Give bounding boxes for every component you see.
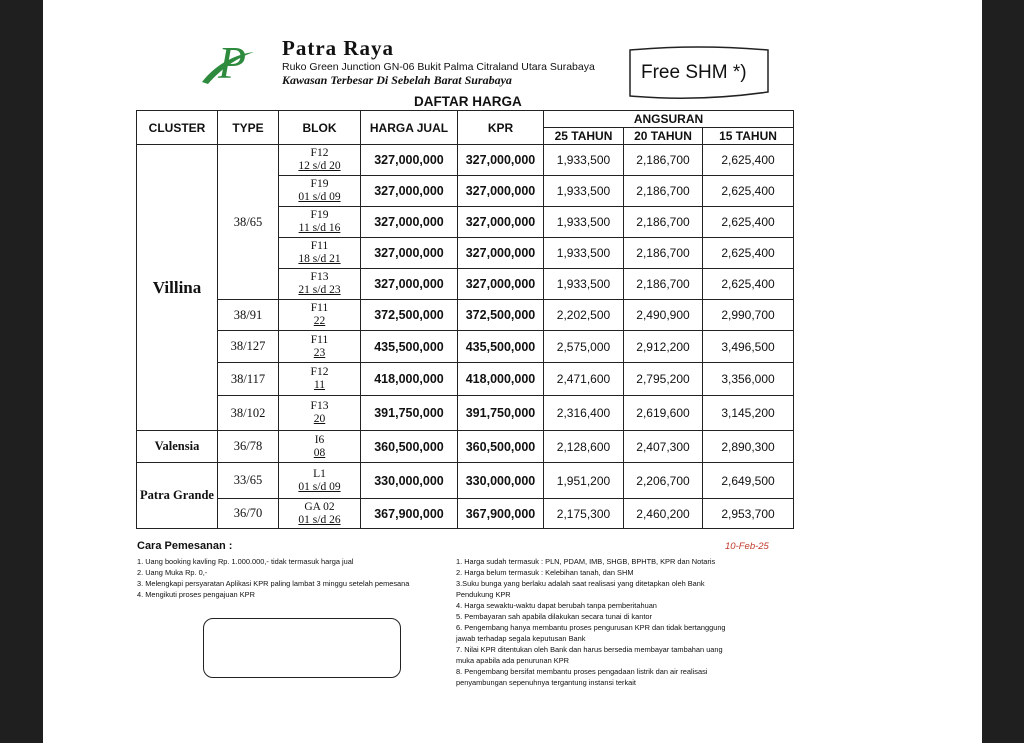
col-cluster: CLUSTER bbox=[137, 111, 218, 145]
angsuran-15-cell: 3,356,000 bbox=[703, 363, 794, 396]
list-item: 2. Uang Muka Rp. 0,- bbox=[137, 568, 208, 577]
angsuran-15-cell: 2,625,400 bbox=[703, 238, 794, 269]
empty-stamp-box bbox=[203, 618, 401, 678]
angsuran-15-cell: 2,990,700 bbox=[703, 300, 794, 331]
type-cell: 38/127 bbox=[218, 331, 279, 363]
type-cell: 38/117 bbox=[218, 363, 279, 396]
col-blok: BLOK bbox=[279, 111, 361, 145]
harga-jual-cell: 327,000,000 bbox=[361, 238, 458, 269]
tagline: Kawasan Terbesar Di Sebelah Barat Surabaya bbox=[282, 73, 512, 87]
angsuran-15-cell: 2,625,400 bbox=[703, 269, 794, 300]
type-cell: 36/70 bbox=[218, 499, 279, 529]
angsuran-20-cell: 2,912,200 bbox=[624, 331, 703, 363]
price-list-title: DAFTAR HARGA bbox=[414, 94, 522, 109]
harga-jual-cell: 327,000,000 bbox=[361, 176, 458, 207]
kpr-cell: 418,000,000 bbox=[458, 363, 544, 396]
list-item: 1. Harga sudah termasuk : PLN, PDAM, IMB, SHGB, BPHTB, KPR dan Notaris bbox=[456, 557, 716, 566]
col-kpr: KPR bbox=[458, 111, 544, 145]
type-cell: 38/102 bbox=[218, 396, 279, 431]
col-angsuran: ANGSURAN bbox=[544, 111, 794, 128]
angsuran-15-cell: 2,625,400 bbox=[703, 176, 794, 207]
cluster-cell: Valensia bbox=[137, 431, 218, 463]
angsuran-20-cell: 2,795,200 bbox=[624, 363, 703, 396]
table-row bbox=[137, 396, 794, 431]
angsuran-25-cell: 2,316,400 bbox=[544, 396, 624, 431]
blok-cell: F19 11 s/d 16 bbox=[279, 207, 361, 238]
table-row bbox=[137, 331, 794, 363]
angsuran-15-cell: 3,496,500 bbox=[703, 331, 794, 363]
document-date: 10-Feb-25 bbox=[725, 541, 769, 552]
blok-cell: F11 23 bbox=[279, 331, 361, 363]
angsuran-15-cell: 2,649,500 bbox=[703, 463, 794, 499]
patra-raya-logo bbox=[196, 34, 262, 90]
kpr-cell: 435,500,000 bbox=[458, 331, 544, 363]
kpr-cell: 367,900,000 bbox=[458, 499, 544, 529]
table-row bbox=[137, 463, 794, 499]
angsuran-25-cell: 2,575,000 bbox=[544, 331, 624, 363]
type-cell: 36/78 bbox=[218, 431, 279, 463]
col-25-tahun: 25 TAHUN bbox=[544, 128, 624, 145]
col-15-tahun: 15 TAHUN bbox=[703, 128, 794, 145]
angsuran-15-cell: 2,890,300 bbox=[703, 431, 794, 463]
free-shm-text: Free SHM *) bbox=[641, 62, 747, 83]
table-row bbox=[137, 145, 794, 176]
harga-jual-cell: 360,500,000 bbox=[361, 431, 458, 463]
angsuran-20-cell: 2,186,700 bbox=[624, 207, 703, 238]
angsuran-15-cell: 2,625,400 bbox=[703, 145, 794, 176]
list-item: 2. Harga belum termasuk : Kelebihan tanah, dan SHM bbox=[456, 568, 634, 577]
harga-jual-cell: 435,500,000 bbox=[361, 331, 458, 363]
cluster-cell: Villina bbox=[137, 145, 218, 431]
angsuran-25-cell: 2,128,600 bbox=[544, 431, 624, 463]
type-cell: 38/91 bbox=[218, 300, 279, 331]
list-item: 4. Mengikuti proses pengajuan KPR bbox=[137, 590, 255, 599]
blok-cell: F11 22 bbox=[279, 300, 361, 331]
cluster-cell: Patra Grande bbox=[137, 463, 218, 529]
list-item: 3. Melengkapi persyaratan Aplikasi KPR paling lambat 3 minggu setelah pemesana bbox=[137, 579, 410, 588]
harga-jual-cell: 327,000,000 bbox=[361, 145, 458, 176]
harga-jual-cell: 391,750,000 bbox=[361, 396, 458, 431]
kpr-cell: 327,000,000 bbox=[458, 207, 544, 238]
list-item: 3.Suku bunga yang berlaku adalah saat realisasi yang ditetapkan oleh Bank Pendukung KPR bbox=[456, 579, 705, 599]
kpr-cell: 327,000,000 bbox=[458, 176, 544, 207]
angsuran-15-cell: 2,953,700 bbox=[703, 499, 794, 529]
angsuran-25-cell: 1,933,500 bbox=[544, 269, 624, 300]
list-item: 5. Pembayaran sah apabila dilakukan secara tunai di kantor bbox=[456, 612, 652, 621]
harga-jual-cell: 327,000,000 bbox=[361, 269, 458, 300]
table-row bbox=[137, 431, 794, 463]
angsuran-20-cell: 2,407,300 bbox=[624, 431, 703, 463]
ordering-steps bbox=[137, 556, 409, 600]
angsuran-25-cell: 1,933,500 bbox=[544, 207, 624, 238]
col-20-tahun: 20 TAHUN bbox=[624, 128, 703, 145]
table-row bbox=[137, 363, 794, 396]
list-item: 4. Harga sewaktu-waktu dapat berubah tanpa pemberitahuan bbox=[456, 601, 657, 610]
kpr-cell: 327,000,000 bbox=[458, 269, 544, 300]
angsuran-20-cell: 2,460,200 bbox=[624, 499, 703, 529]
angsuran-20-cell: 2,619,600 bbox=[624, 396, 703, 431]
blok-cell: F19 01 s/d 09 bbox=[279, 176, 361, 207]
angsuran-25-cell: 2,175,300 bbox=[544, 499, 624, 529]
terms-notes bbox=[456, 556, 731, 688]
angsuran-25-cell: 2,471,600 bbox=[544, 363, 624, 396]
address: Ruko Green Junction GN-06 Bukit Palma Citraland Utara Surabaya bbox=[282, 61, 595, 73]
harga-jual-cell: 367,900,000 bbox=[361, 499, 458, 529]
angsuran-25-cell: 1,951,200 bbox=[544, 463, 624, 499]
harga-jual-cell: 418,000,000 bbox=[361, 363, 458, 396]
col-harga-jual: HARGA JUAL bbox=[361, 111, 458, 145]
table-row bbox=[137, 499, 794, 529]
kpr-cell: 372,500,000 bbox=[458, 300, 544, 331]
angsuran-20-cell: 2,186,700 bbox=[624, 269, 703, 300]
cara-pemesanan-title: Cara Pemesanan : bbox=[137, 540, 233, 552]
angsuran-25-cell: 1,933,500 bbox=[544, 176, 624, 207]
list-item: 6. Pengembang hanya membantu proses pengurusan KPR dan tidak bertanggung jawab terhadap segala keputusan Bank bbox=[456, 623, 726, 643]
blok-cell: F12 11 bbox=[279, 363, 361, 396]
kpr-cell: 327,000,000 bbox=[458, 238, 544, 269]
price-table bbox=[136, 110, 794, 529]
angsuran-15-cell: 2,625,400 bbox=[703, 207, 794, 238]
kpr-cell: 330,000,000 bbox=[458, 463, 544, 499]
angsuran-25-cell: 1,933,500 bbox=[544, 145, 624, 176]
angsuran-15-cell: 3,145,200 bbox=[703, 396, 794, 431]
harga-jual-cell: 327,000,000 bbox=[361, 207, 458, 238]
blok-cell: L1 01 s/d 09 bbox=[279, 463, 361, 499]
blok-cell: F13 21 s/d 23 bbox=[279, 269, 361, 300]
table-row bbox=[137, 300, 794, 331]
list-item: 1. Uang booking kavling Rp. 1.000.000,- tidak termasuk harga jual bbox=[137, 557, 354, 566]
angsuran-25-cell: 1,933,500 bbox=[544, 238, 624, 269]
blok-cell: F12 12 s/d 20 bbox=[279, 145, 361, 176]
kpr-cell: 391,750,000 bbox=[458, 396, 544, 431]
blok-cell: I6 08 bbox=[279, 431, 361, 463]
angsuran-20-cell: 2,186,700 bbox=[624, 176, 703, 207]
harga-jual-cell: 372,500,000 bbox=[361, 300, 458, 331]
type-cell: 33/65 bbox=[218, 463, 279, 499]
blok-cell: F13 20 bbox=[279, 396, 361, 431]
blok-cell: F11 18 s/d 21 bbox=[279, 238, 361, 269]
col-type: TYPE bbox=[218, 111, 279, 145]
blok-cell: GA 02 01 s/d 26 bbox=[279, 499, 361, 529]
angsuran-20-cell: 2,186,700 bbox=[624, 238, 703, 269]
angsuran-20-cell: 2,490,900 bbox=[624, 300, 703, 331]
kpr-cell: 327,000,000 bbox=[458, 145, 544, 176]
svg-text:P: P bbox=[218, 37, 247, 88]
kpr-cell: 360,500,000 bbox=[458, 431, 544, 463]
angsuran-20-cell: 2,206,700 bbox=[624, 463, 703, 499]
type-cell: 38/65 bbox=[218, 145, 279, 300]
list-item: 7. Nilai KPR ditentukan oleh Bank dan harus bersedia membayar tambahan uang muka apabila ada penurunan KPR bbox=[456, 645, 723, 665]
angsuran-20-cell: 2,186,700 bbox=[624, 145, 703, 176]
list-item: 8. Pengembang bersifat membantu proses pengadaan listrik dan air realisasi penyambungan sepenuhnya tergantung instansi terkait bbox=[456, 667, 708, 687]
brand-name: Patra Raya bbox=[282, 36, 395, 60]
harga-jual-cell: 330,000,000 bbox=[361, 463, 458, 499]
angsuran-25-cell: 2,202,500 bbox=[544, 300, 624, 331]
